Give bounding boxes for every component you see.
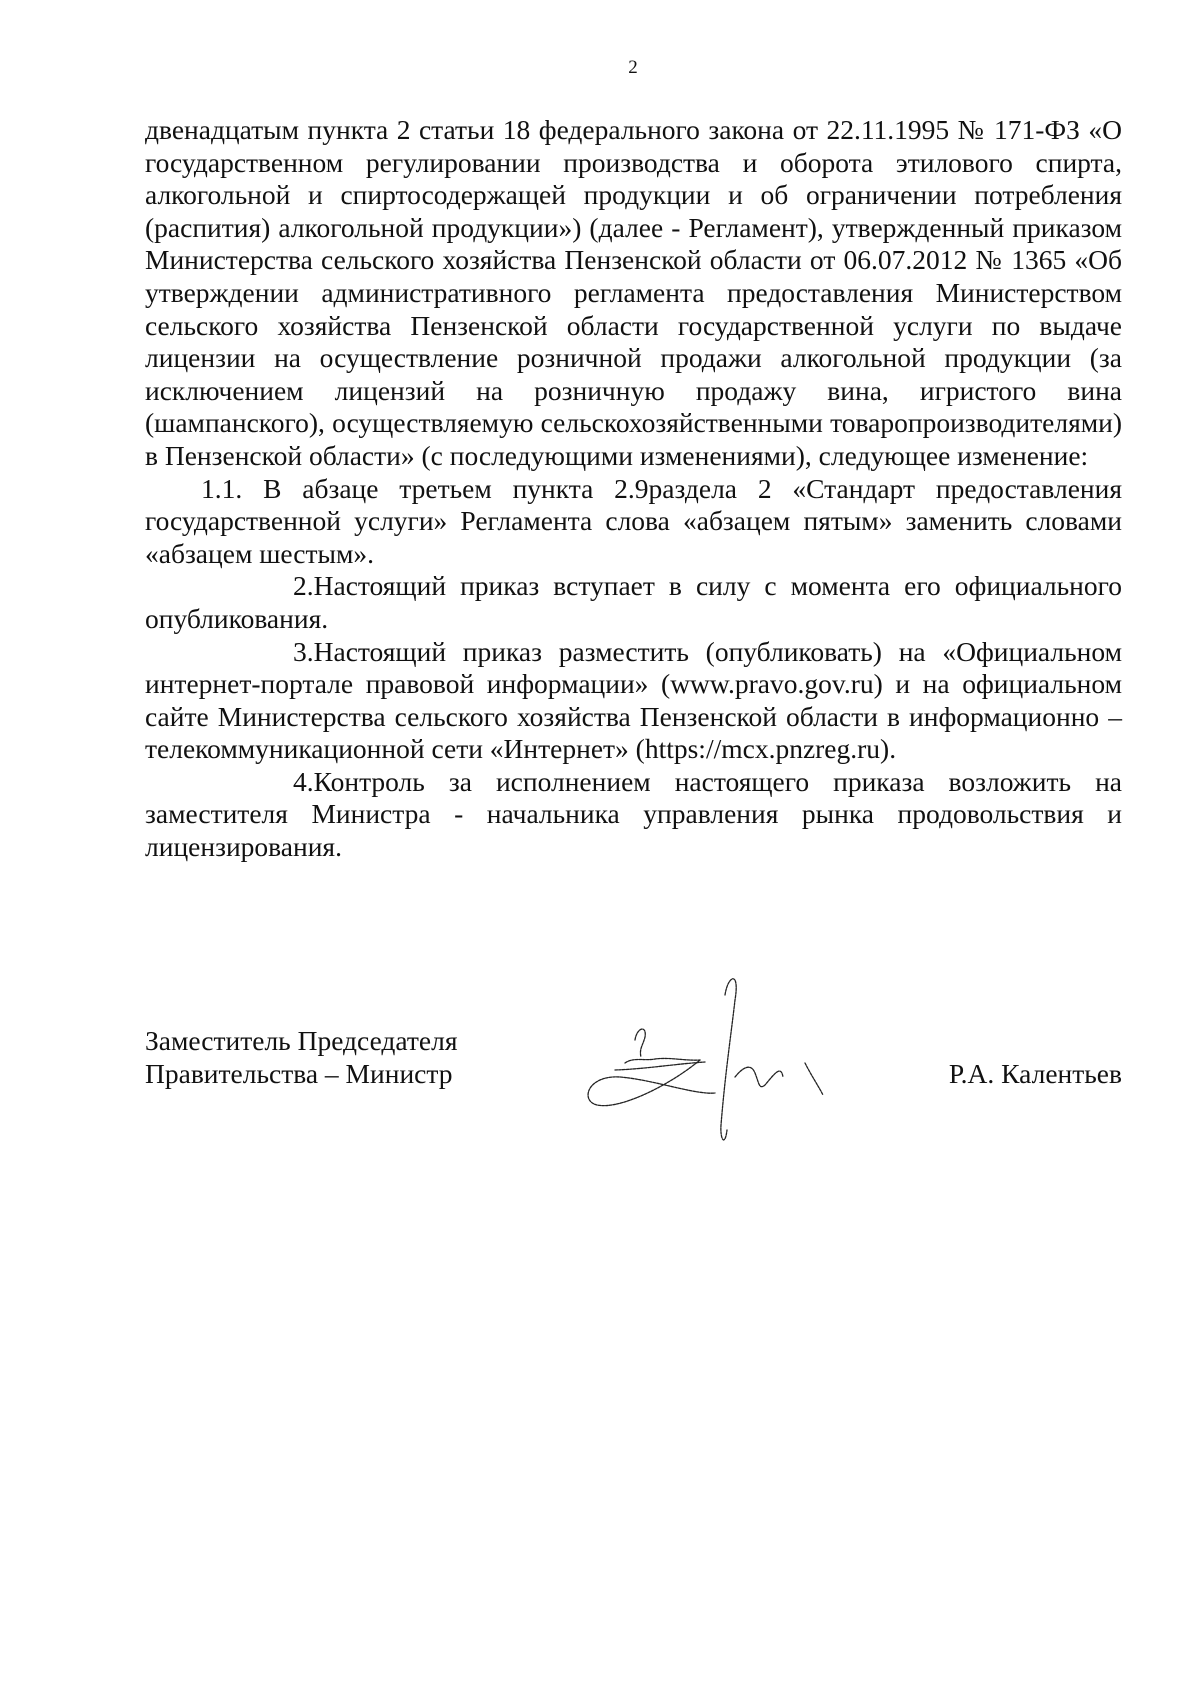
item-text: Настоящий приказ разместить (опубликовать) на «Официальном интернет-портале правовой информации» (www.pravo.gov.ru) и на официальном сайте Министерства сельского хозяйства Пензенской области в информационно – телекоммуникационной сети «Интернет» (https://mcx.pnzreg.ru). [145, 635, 1122, 765]
numbered-item-3 [145, 636, 1122, 766]
page-number: 2 [628, 57, 638, 78]
item-number: 2. [293, 570, 314, 602]
signatory-position [145, 1025, 458, 1090]
item-number: 4. [293, 765, 314, 797]
item-number: 3. [293, 635, 314, 667]
item-text: Настоящий приказ вступает в силу с момента его официального опубликования. [145, 570, 1122, 634]
position-line-1: Заместитель Председателя [145, 1025, 458, 1056]
subpoint-1-1: 1.1. В абзаце третьем пункта 2.9раздела 2 «Стандарт предоставления государственной услуги» Регламента слова «абзацем пятым» заменить словами «абзацем шестым». [145, 472, 1122, 569]
position-line-2: Правительства – Министр [145, 1057, 453, 1089]
numbered-item-4 [145, 766, 1122, 864]
intro-paragraph: двенадцатым пункта 2 статьи 18 федерального закона от 22.11.1995 № 171-ФЗ «О государственном регулировании производства и оборота этилового спирта, алкогольной и спиртосодержащей продукции и об ограничении потребления (распития) алкогольной продукции») (далее - Регламент), утвержденный приказом Министерства сельского хозяйства Пензенской области от 06.07.2012 № 1365 «Об утверждении административного регламента предоставления Министерством сельского хозяйства Пензенской области государственной услуги по выдаче лицензии на осуществление розничной продажи алкогольной продукции (за исключением лицензий на розничную продажу вина, игристого вина (шампанского), осуществляемую сельскохозяйственными товаропроизводителями) в Пензенской области» (с последующими изменениями), следующее изменение: [145, 114, 1122, 471]
document-body [145, 114, 1122, 864]
item-text: Контроль за исполнением настоящего приказа возложить на заместителя Министра - начальника управления рынка продовольствия и лицензирования. [145, 765, 1122, 863]
signatory-name: Р.А. Калентьев [948, 1057, 1122, 1089]
handwritten-signature [575, 965, 865, 1155]
numbered-item-2 [145, 570, 1122, 635]
signature-block [145, 1025, 1122, 1165]
